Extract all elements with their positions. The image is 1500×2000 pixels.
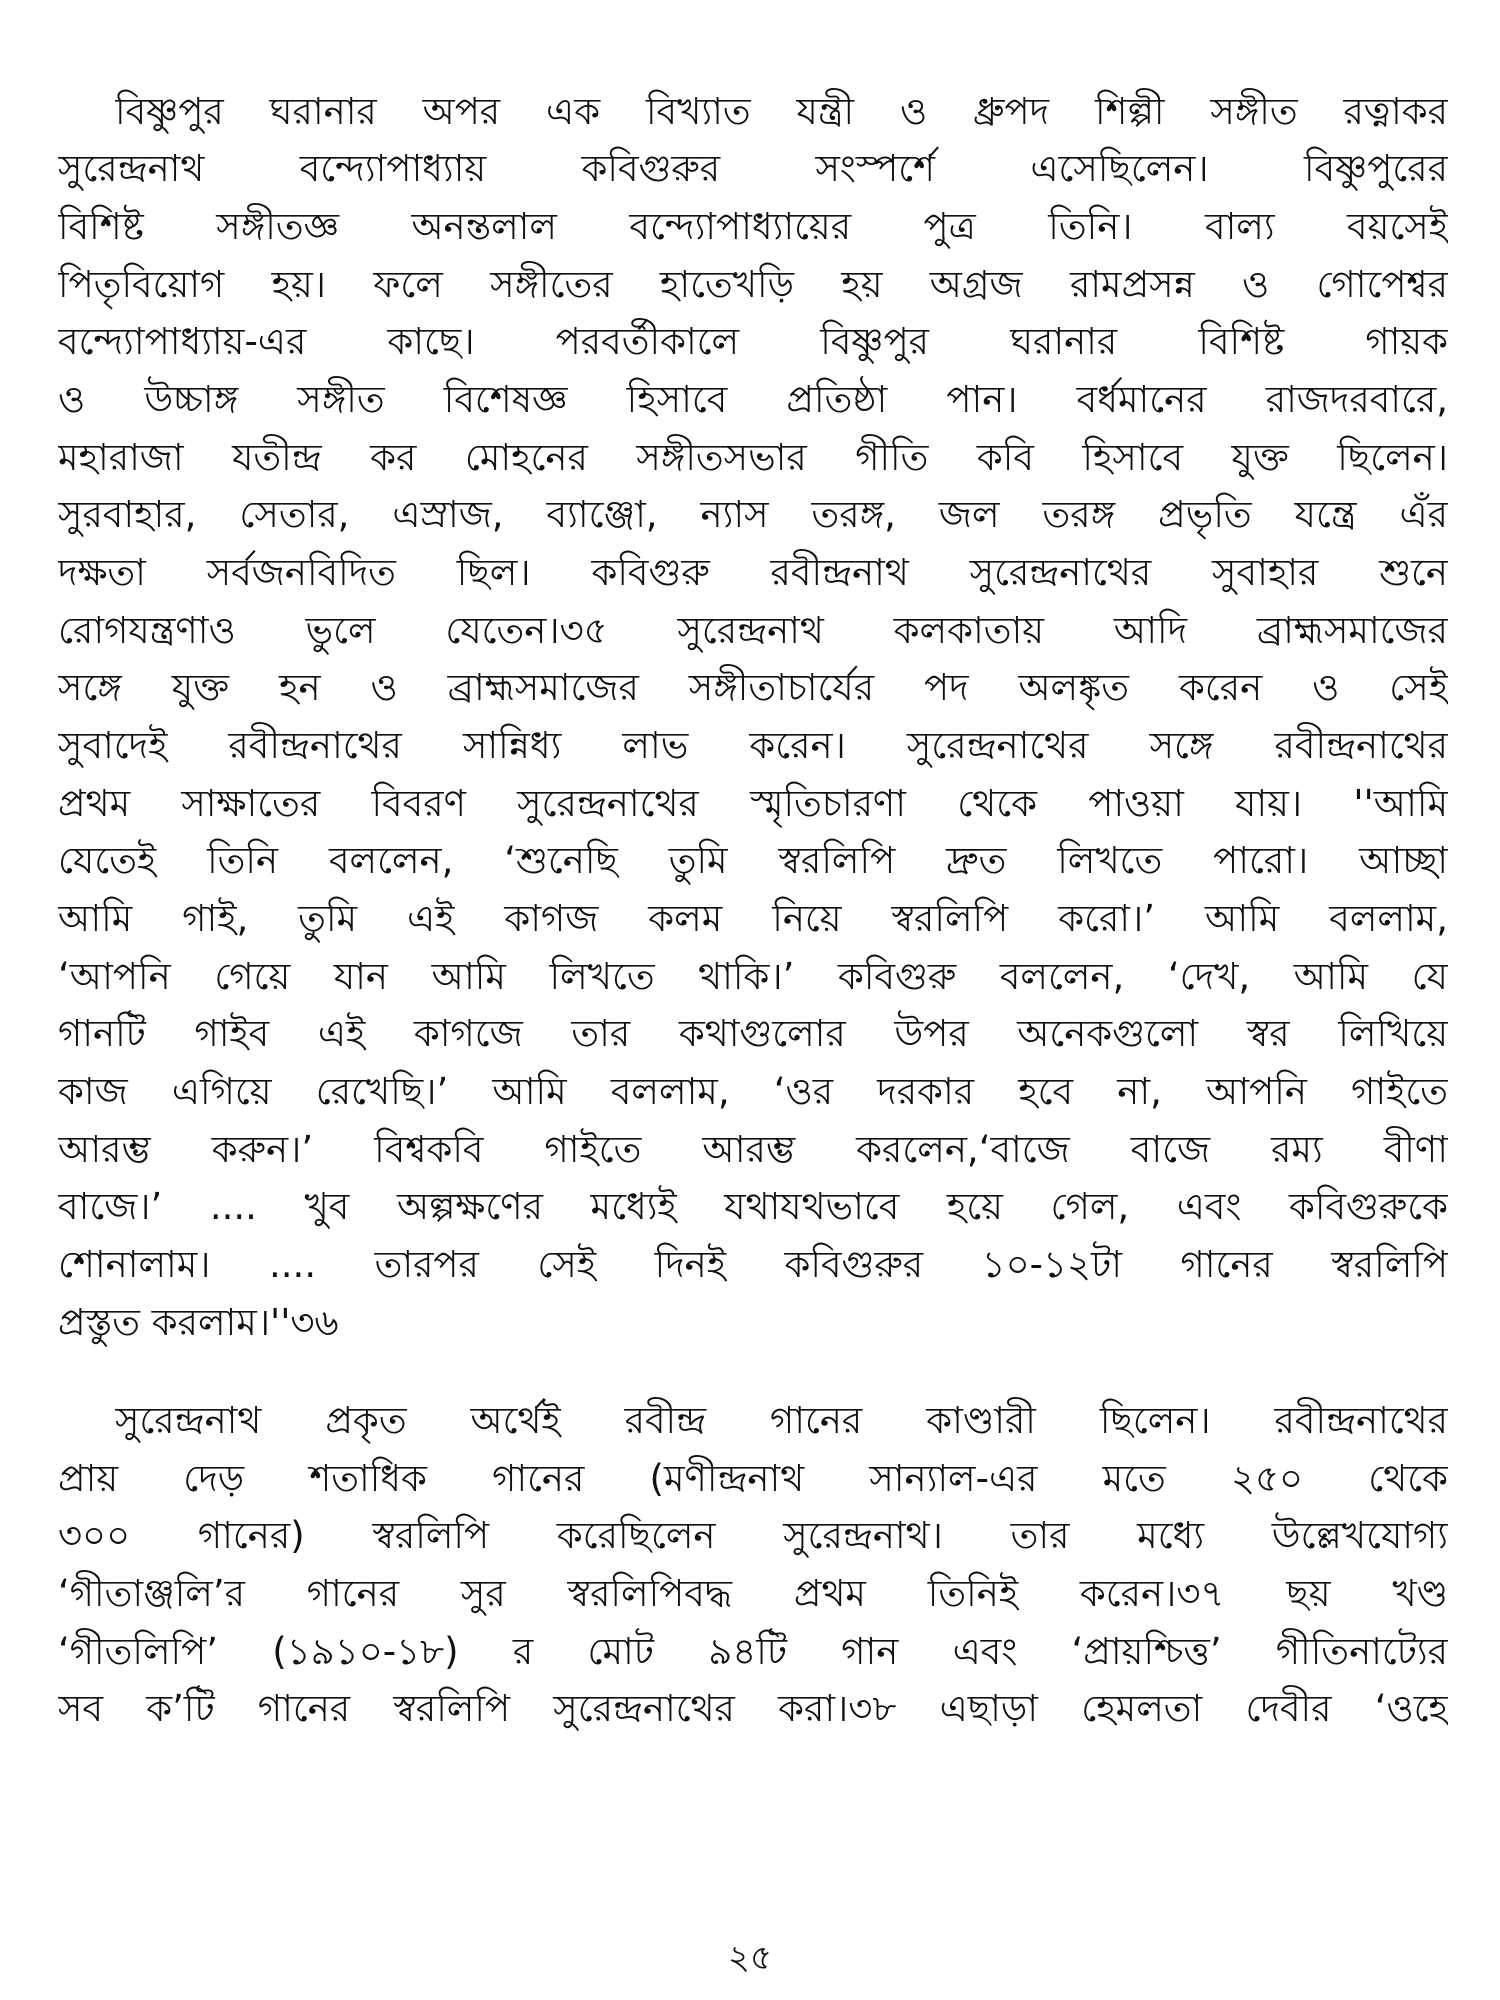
- page-number: ২৫: [727, 1938, 773, 1978]
- text-line: প্রথম সাক্ষাতের বিবরণ সুরেন্দ্রনাথের স্মৃতিচারণা থেকে পাওয়া যায়। ''আমি: [58, 782, 1448, 825]
- text-line: প্রায় দেড় শতাধিক গানের (মণীন্দ্রনাথ সান্যাল-এর মতে ২৫০ থেকে: [58, 1457, 1448, 1500]
- text-line: দক্ষতা সর্বজনবিদিত ছিল। কবিগুরু রবীন্দ্রনাথ সুরেন্দ্রনাথের সুবাহার শুনে: [58, 551, 1448, 594]
- text-line: সুবাদেই রবীন্দ্রনাথের সান্নিধ্য লাভ করেন। সুরেন্দ্রনাথের সঙ্গে রবীন্দ্রনাথের: [58, 724, 1448, 767]
- text-line: আরম্ভ করুন।’ বিশ্বকবি গাইতে আরম্ভ করলেন,‘বাজে বাজে রম্য বীণা: [58, 1128, 1448, 1171]
- text-line: পিতৃবিয়োগ হয়। ফলে সঙ্গীতের হাতেখড়ি হয় অগ্রজ রামপ্রসন্ন ও গোপেশ্বর: [58, 263, 1448, 306]
- text-line: কাজ এগিয়ে রেখেছি।’ আমি বললাম, ‘ওর দরকার হবে না, আপনি গাইতে: [58, 1070, 1448, 1113]
- text-line: মহারাজা যতীন্দ্র কর মোহনের সঙ্গীতসভার গীতি কবি হিসাবে যুক্ত ছিলেন।: [58, 436, 1448, 479]
- text-line: সুরেন্দ্রনাথ বন্দ্যোপাধ্যায় কবিগুরুর সংস্পর্শে এসেছিলেন। বিষ্ণুপুরের: [58, 147, 1448, 190]
- text-line: ও উচ্চাঙ্গ সঙ্গীত বিশেষজ্ঞ হিসাবে প্রতিষ্ঠা পান। বর্ধমানের রাজদরবারে,: [58, 378, 1448, 421]
- text-line: ‘গীতলিপি’ (১৯১০-১৮) র মোট ৯৪টি গান এবং ‘প্রায়শ্চিত্ত’ গীতিনাট্যের: [58, 1630, 1448, 1673]
- text-line: ‘গীতাঞ্জলি’র গানের সুর স্বরলিপিবদ্ধ প্রথম তিনিই করেন।৩৭ ছয় খণ্ড: [58, 1572, 1448, 1615]
- text-line: বন্দ্যোপাধ্যায়-এর কাছে। পরবর্তীকালে বিষ্ণুপুর ঘরানার বিশিষ্ট গায়ক: [58, 320, 1448, 363]
- text-line: গানটি গাইব এই কাগজে তার কথাগুলোর উপর অনেকগুলো স্বর লিখিয়ে: [58, 1012, 1448, 1055]
- text-line: যেতেই তিনি বললেন, ‘শুনেছি তুমি স্বরলিপি দ্রুত লিখতে পারো। আচ্ছা: [58, 839, 1448, 882]
- text-line: সুরেন্দ্রনাথ প্রকৃত অর্থেই রবীন্দ্র গানের কাণ্ডারী ছিলেন। রবীন্দ্রনাথের: [115, 1399, 1448, 1442]
- text-line: সুরবাহার, সেতার, এস্রাজ, ব্যাঞ্জো, ন্যাস তরঙ্গ, জল তরঙ্গ প্রভৃতি যন্ত্রে এঁর: [58, 493, 1448, 536]
- text-line: সঙ্গে যুক্ত হন ও ব্রাহ্মসমাজের সঙ্গীতাচার্যের পদ অলঙ্কৃত করেন ও সেই: [58, 666, 1448, 709]
- text-line: ‘আপনি গেয়ে যান আমি লিখতে থাকি।’ কবিগুরু বললেন, ‘দেখ, আমি যে: [58, 955, 1448, 998]
- text-line: রোগযন্ত্রণাও ভুলে যেতেন।৩৫ সুরেন্দ্রনাথ কলকাতায় আদি ব্রাহ্মসমাজের: [58, 609, 1448, 652]
- text-line: ৩০০ গানের) স্বরলিপি করেছিলেন সুরেন্দ্রনাথ। তার মধ্যে উল্লেখযোগ্য: [58, 1514, 1448, 1557]
- text-line: সব ক’টি গানের স্বরলিপি সুরেন্দ্রনাথের করা।৩৮ এছাড়া হেমলতা দেবীর ‘ওহে: [58, 1687, 1448, 1730]
- text-line: বিষ্ণুপুর ঘরানার অপর এক বিখ্যাত যন্ত্রী ও ধ্রুপদ শিল্পী সঙ্গীত রত্নাকর: [115, 90, 1448, 133]
- text-line: বাজে।’ .... খুব অল্পক্ষণের মধ্যেই যথাযথভাবে হয়ে গেল, এবং কবিগুরুকে: [58, 1185, 1448, 1228]
- text-line: বিশিষ্ট সঙ্গীতজ্ঞ অনন্তলাল বন্দ্যোপাধ্যায়ের পুত্র তিনি। বাল্য বয়সেই: [58, 205, 1448, 248]
- text-line: আমি গাই, তুমি এই কাগজ কলম নিয়ে স্বরলিপি করো।’ আমি বললাম,: [58, 897, 1448, 940]
- text-line: শোনালাম। .... তারপর সেই দিনই কবিগুরুর ১০-১২টা গানের স্বরলিপি: [58, 1243, 1448, 1286]
- text-line: প্রস্তুত করলাম।''৩৬: [58, 1301, 339, 1344]
